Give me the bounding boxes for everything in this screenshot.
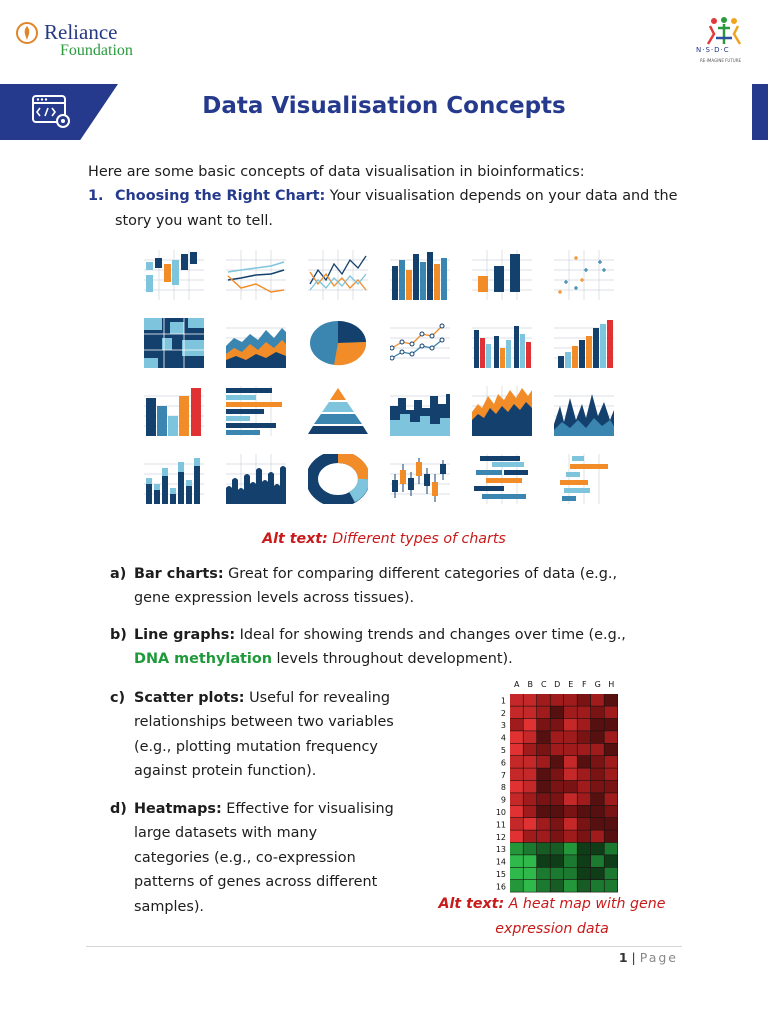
heatmap-cell bbox=[551, 744, 564, 756]
dna-methylation-highlight: DNA methylation bbox=[134, 651, 272, 668]
reliance-flame-icon bbox=[16, 22, 38, 44]
list-item-title: Line graphs: bbox=[134, 627, 236, 643]
list-item-line: Ideal for showing trends and changes over time (e.g., bbox=[235, 627, 626, 643]
list-item-label: b) bbox=[110, 627, 127, 643]
heatmap-cell bbox=[524, 744, 537, 756]
footer-divider bbox=[86, 946, 682, 947]
page-footer bbox=[560, 950, 678, 965]
bar-chart-icon bbox=[144, 250, 204, 300]
heatmap-cell bbox=[537, 706, 550, 718]
heatmap-cell bbox=[537, 768, 550, 780]
pie-chart-icon bbox=[308, 318, 368, 368]
heatmap-cell bbox=[551, 731, 564, 743]
heatmap-cell bbox=[564, 818, 577, 830]
heatmap-row-label: 16 bbox=[495, 882, 506, 892]
nsdc-logo bbox=[692, 16, 756, 70]
heatmap-cell bbox=[537, 781, 550, 793]
heatmap-cell bbox=[605, 793, 618, 805]
page-separator: | bbox=[627, 950, 640, 965]
heatmap-cell bbox=[564, 731, 577, 743]
list-item-heading: Choosing the Right Chart: bbox=[115, 188, 326, 204]
list-item-line: categories (e.g., co-expression bbox=[134, 849, 356, 866]
heatmap-row-label: 15 bbox=[495, 870, 506, 879]
heatmap-cell bbox=[591, 694, 604, 706]
list-item-line: patterns of genes across different bbox=[134, 874, 378, 891]
list-item-line: samples). bbox=[134, 898, 205, 915]
heatmap-cell bbox=[551, 706, 564, 718]
heatmap-row-label: 7 bbox=[500, 770, 506, 780]
heatmap-cell bbox=[524, 818, 537, 830]
heatmap-cell bbox=[591, 731, 604, 743]
line-points-chart-icon bbox=[390, 318, 450, 368]
list-item-line: (e.g., plotting mutation frequency bbox=[134, 738, 378, 755]
list-item-text bbox=[134, 562, 617, 611]
horizontal-bar-chart-icon bbox=[226, 386, 286, 436]
heatmap-column-label: F bbox=[581, 680, 587, 689]
heatmap-cell bbox=[591, 744, 604, 756]
alt-text-label: Alt text: bbox=[262, 531, 328, 547]
heatmap-cell bbox=[537, 830, 550, 842]
heatmap-cell bbox=[551, 843, 564, 855]
heatmap-cell bbox=[510, 719, 523, 731]
alt-text-body: A heat map with gene expression data bbox=[495, 896, 666, 937]
heatmap-cell bbox=[537, 756, 550, 768]
heatmap-cell bbox=[578, 744, 591, 756]
heatmap-cell bbox=[510, 843, 523, 855]
heatmap-cell bbox=[578, 781, 591, 793]
list-item-line: Great for comparing different categories of data (e.g., bbox=[223, 566, 618, 582]
heatmap-column-label: G bbox=[594, 680, 601, 689]
list-item-scatter-plots bbox=[110, 686, 430, 786]
list-item-title: Scatter plots: bbox=[134, 690, 245, 706]
heatmap-cell bbox=[578, 756, 591, 768]
heatmap-row-label: 2 bbox=[500, 708, 506, 718]
heatmap-cell bbox=[564, 756, 577, 768]
heatmap-cell bbox=[578, 830, 591, 842]
pyramid-chart-icon bbox=[308, 386, 368, 436]
heatmap-cell bbox=[524, 706, 537, 718]
heatmap-cell bbox=[551, 694, 564, 706]
heatmap-row-label: 10 bbox=[495, 808, 506, 817]
ascending-column-chart-icon bbox=[554, 318, 614, 368]
heatmap-cell bbox=[578, 694, 591, 706]
heatmap-cell bbox=[605, 768, 618, 780]
jagged-area-chart-icon bbox=[472, 386, 532, 436]
heatmap-cell bbox=[551, 719, 564, 731]
nsdc-letters: N·S·D·C bbox=[696, 46, 730, 54]
heatmap-cell bbox=[524, 830, 537, 842]
heatmap-column-label: E bbox=[568, 680, 574, 689]
heatmap-cell bbox=[524, 843, 537, 855]
heatmap-cell bbox=[591, 818, 604, 830]
heatmap-cell bbox=[564, 744, 577, 756]
list-item-bar-charts bbox=[110, 562, 690, 612]
heatmap-cell bbox=[578, 868, 591, 880]
heatmap-cell bbox=[564, 830, 577, 842]
heatmap-cell bbox=[510, 830, 523, 842]
alt-text-label: Alt text: bbox=[438, 896, 505, 912]
heatmap-cell bbox=[578, 843, 591, 855]
heatmap-cell bbox=[510, 793, 523, 805]
list-item-label: d) bbox=[110, 801, 127, 817]
heatmap-cell bbox=[564, 768, 577, 780]
heatmap-cell bbox=[578, 806, 591, 818]
heatmap-row-label: 4 bbox=[500, 733, 506, 743]
heatmap-cell bbox=[591, 768, 604, 780]
stacked-column-chart-icon bbox=[144, 454, 204, 504]
heatmap-cell bbox=[524, 719, 537, 731]
heatmap-cell bbox=[578, 880, 591, 892]
heatmap-cell bbox=[537, 855, 550, 867]
heatmap-cell bbox=[524, 880, 537, 892]
list-item-text bbox=[115, 184, 685, 234]
list-item-line: Useful for revealing bbox=[244, 690, 391, 706]
list-item-text bbox=[134, 797, 394, 919]
heatmap-cell bbox=[605, 731, 618, 743]
heatmap-cell bbox=[524, 731, 537, 743]
heatmap-cell bbox=[605, 868, 618, 880]
gantt-chart-icon bbox=[554, 454, 614, 504]
candlestick-chart-icon bbox=[390, 454, 450, 504]
heatmap-row-label: 12 bbox=[495, 832, 506, 842]
heatmap-cell bbox=[537, 806, 550, 818]
skyline-area-chart-icon bbox=[226, 454, 286, 504]
heatmap-cell bbox=[510, 706, 523, 718]
heatmap-cell bbox=[564, 694, 577, 706]
heatmap-cell bbox=[551, 756, 564, 768]
heatmap-row-label: 6 bbox=[500, 758, 506, 768]
heatmap-cell bbox=[537, 843, 550, 855]
multi-line-chart-icon bbox=[308, 250, 368, 300]
heatmap-cell bbox=[564, 719, 577, 731]
heatmap-row-label: 3 bbox=[500, 721, 506, 731]
list-item-label: a) bbox=[110, 566, 127, 582]
list-number: 1. bbox=[88, 188, 104, 204]
heatmap-cell bbox=[578, 768, 591, 780]
heatmap-cell bbox=[510, 818, 523, 830]
heatmap-cell bbox=[605, 880, 618, 892]
heatmap-cell bbox=[605, 694, 618, 706]
step-area-chart-icon bbox=[390, 386, 450, 436]
list-item-line: Effective for visualising bbox=[221, 801, 394, 817]
heatmap-cell bbox=[537, 868, 550, 880]
heatmap-cell bbox=[591, 806, 604, 818]
heatmap-cell bbox=[591, 868, 604, 880]
heatmap-cell bbox=[605, 706, 618, 718]
tile-map-icon bbox=[144, 318, 204, 368]
intro-text: Here are some basic concepts of data visualisation in bioinformatics: bbox=[88, 164, 585, 180]
list-item-title: Bar charts: bbox=[134, 566, 224, 582]
heatmap-cell bbox=[564, 781, 577, 793]
heatmap-cell bbox=[524, 694, 537, 706]
heatmap-cell bbox=[578, 855, 591, 867]
heatmap-cell bbox=[551, 868, 564, 880]
heatmap-cell bbox=[551, 781, 564, 793]
heatmap-cell bbox=[537, 731, 550, 743]
heatmap-cell bbox=[551, 830, 564, 842]
heatmap-cell bbox=[524, 756, 537, 768]
heatmap-cell bbox=[591, 830, 604, 842]
heatmap-cell bbox=[605, 855, 618, 867]
heatmap-cell bbox=[537, 818, 550, 830]
heatmap-cell bbox=[605, 843, 618, 855]
list-item-line: relationships between two variables bbox=[134, 714, 394, 731]
heatmap-cell bbox=[578, 793, 591, 805]
heatmap-cell bbox=[510, 768, 523, 780]
heatmap-cell bbox=[605, 781, 618, 793]
heatmap-row-label: 9 bbox=[500, 795, 506, 805]
heatmap-column-label: C bbox=[540, 680, 547, 689]
heatmap-row-label: 11 bbox=[495, 820, 506, 830]
heatmap-column-label: A bbox=[514, 680, 520, 689]
list-item-text bbox=[134, 623, 626, 672]
heatmap-cell bbox=[564, 793, 577, 805]
heatmap-cell bbox=[591, 843, 604, 855]
heatmap-cell bbox=[510, 781, 523, 793]
heatmap-cell bbox=[591, 793, 604, 805]
heatmap-cell bbox=[551, 880, 564, 892]
heatmap-cell bbox=[537, 880, 550, 892]
list-item-line: gene expression levels across tissues). bbox=[134, 590, 415, 607]
gantt-bar-chart-icon bbox=[472, 454, 532, 504]
heatmap-cell bbox=[524, 768, 537, 780]
heatmap-cell bbox=[564, 880, 577, 892]
heatmap-cell bbox=[605, 830, 618, 842]
heatmap-cell bbox=[564, 843, 577, 855]
heatmap-cell bbox=[605, 756, 618, 768]
list-item-line-graphs bbox=[110, 623, 690, 673]
heatmap-cell bbox=[591, 880, 604, 892]
heatmap-cell bbox=[605, 719, 618, 731]
heatmap-cell bbox=[605, 818, 618, 830]
nsdc-figures-icon bbox=[692, 16, 756, 46]
heatmap-cell bbox=[510, 868, 523, 880]
heatmap-cell bbox=[564, 706, 577, 718]
heatmap-cell bbox=[510, 855, 523, 867]
chart-types-alt-text bbox=[0, 531, 768, 547]
heatmap-column-label: B bbox=[527, 680, 533, 689]
heatmap-alt-text bbox=[428, 892, 676, 942]
heatmap-cell bbox=[524, 855, 537, 867]
chart-types-grid bbox=[144, 250, 612, 506]
heatmap-cell bbox=[524, 868, 537, 880]
heatmap-cell bbox=[564, 806, 577, 818]
heatmap-cell bbox=[524, 793, 537, 805]
gene-expression-heatmap bbox=[480, 674, 620, 894]
heatmap-column-label: H bbox=[608, 680, 615, 689]
heatmap-cell bbox=[510, 756, 523, 768]
page-title: Data Visualisation Concepts bbox=[202, 93, 566, 119]
heatmap-cell bbox=[591, 756, 604, 768]
heatmap-cell bbox=[578, 719, 591, 731]
donut-chart-icon bbox=[308, 454, 368, 504]
heatmap-cell bbox=[551, 768, 564, 780]
list-item-text bbox=[134, 686, 394, 784]
heatmap-cell bbox=[537, 793, 550, 805]
spike-area-chart-icon bbox=[554, 386, 614, 436]
logo-line2: Foundation bbox=[60, 42, 133, 59]
column-chart-icon bbox=[390, 250, 450, 300]
heatmap-cell bbox=[524, 781, 537, 793]
list-item-title: Heatmaps: bbox=[134, 801, 222, 817]
heatmap-cell bbox=[510, 880, 523, 892]
heatmap-cell bbox=[564, 855, 577, 867]
heatmap-cell bbox=[605, 806, 618, 818]
heatmap-cell bbox=[551, 855, 564, 867]
line-chart-icon bbox=[226, 250, 286, 300]
list-item-label: c) bbox=[110, 690, 126, 706]
heatmap-cell bbox=[605, 744, 618, 756]
heatmap-cell bbox=[591, 719, 604, 731]
colored-bar-chart-icon bbox=[144, 386, 204, 436]
heatmap-row-label: 5 bbox=[500, 746, 506, 755]
heatmap-cell bbox=[537, 694, 550, 706]
heatmap-row-label: 13 bbox=[495, 845, 506, 855]
list-item-line: large datasets with many bbox=[134, 825, 318, 842]
list-item-line: against protein function). bbox=[134, 763, 317, 780]
list-item-body: Your visualisation depends on your data and the story you want to tell. bbox=[115, 188, 678, 229]
heatmap-cell bbox=[564, 868, 577, 880]
list-item-heatmaps bbox=[110, 797, 430, 922]
heatmap-row-label: 1 bbox=[500, 696, 506, 706]
alt-text-body: Different types of charts bbox=[327, 531, 506, 547]
heatmap-cell bbox=[510, 731, 523, 743]
heatmap-cell bbox=[591, 781, 604, 793]
cross-plot-icon bbox=[554, 250, 614, 300]
page-word: Page bbox=[639, 950, 678, 965]
heatmap-row-label: 14 bbox=[495, 857, 506, 867]
nsdc-tagline: RE-IMAGINE FUTURE bbox=[700, 58, 742, 63]
heatmap-cell bbox=[537, 719, 550, 731]
heatmap-cell bbox=[591, 855, 604, 867]
heatmap-cell bbox=[524, 806, 537, 818]
heatmap-cell bbox=[578, 731, 591, 743]
heatmap-cell bbox=[510, 806, 523, 818]
stacked-area-chart-icon bbox=[226, 318, 286, 368]
heatmap-cell bbox=[578, 818, 591, 830]
list-item-line: levels throughout development). bbox=[271, 651, 513, 668]
heatmap-row-label: 8 bbox=[500, 783, 506, 793]
reliance-foundation-logo bbox=[16, 20, 146, 64]
heatmap-cell bbox=[578, 706, 591, 718]
heatmap-cell bbox=[551, 793, 564, 805]
heatmap-cell bbox=[510, 694, 523, 706]
grouped-column-chart-icon bbox=[472, 318, 532, 368]
heatmap-cell bbox=[551, 818, 564, 830]
logo-line1: Reliance bbox=[44, 20, 118, 44]
heatmap-cell bbox=[551, 806, 564, 818]
heatmap-column-label: D bbox=[554, 680, 561, 689]
floating-bar-chart-icon bbox=[472, 250, 532, 300]
heatmap-cell bbox=[591, 706, 604, 718]
page-number: 1 bbox=[618, 950, 628, 965]
heatmap-cell bbox=[510, 744, 523, 756]
heatmap-cell bbox=[537, 744, 550, 756]
